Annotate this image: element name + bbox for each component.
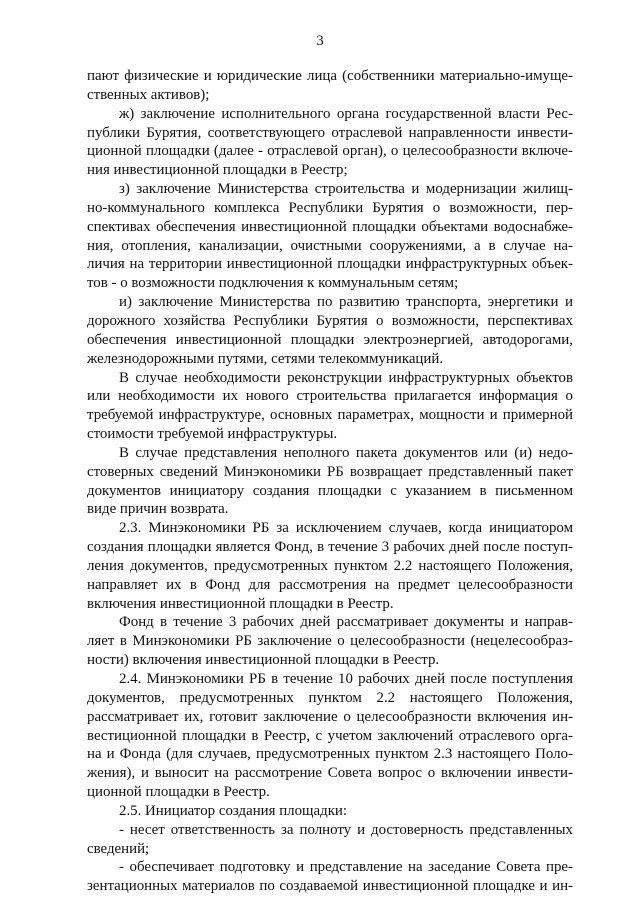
text-line: стоимости требуемой инфраструктуры.	[87, 426, 338, 443]
text-line: жения), и выносит на рассмотрение Совета вопрос о включении инвести-	[87, 765, 573, 782]
text-line: но-коммунального комплекса Республики Бурятия о возможности, пер-	[87, 199, 573, 216]
text-line: ж) заключение исполнительного органа государственной власти Рес-	[119, 105, 573, 122]
text-line: В случае представления неполного пакета документов или (и) недо-	[119, 444, 573, 461]
text-line: и) заключение Министерства по развитию транспорта, энергетики и	[119, 294, 573, 311]
text-line: - несет ответственность за полноту и достоверность представленных	[119, 821, 573, 838]
text-line: ляет в Минэкономики РБ заключение о целесообразности (нецелесообраз-	[87, 633, 573, 650]
text-line: ционной площадки в Реестр.	[87, 784, 270, 801]
text-line: пают физические и юридические лица (собственники материально-имуще-	[87, 68, 573, 84]
page-number: 3	[316, 33, 324, 49]
text-line: 2.5. Инициатор создания площадки:	[119, 802, 348, 819]
text-line: з) заключение Министерства строительства и модернизации жилищ-	[119, 181, 573, 198]
text-line: стоверных сведений Минэкономики РБ возвращает представленный пакет	[87, 463, 573, 480]
text-line: личия на территории инвестиционной площадки инфраструктурных объек-	[87, 256, 573, 273]
text-line: железнодорожными путями, сетями телекоммуникаций.	[87, 350, 444, 367]
text-line: на и Фонда (для случаев, предусмотренных пунктом 2.3 настоящего Поло-	[87, 746, 573, 763]
text-line: сведений;	[87, 840, 150, 857]
text-line: документов, предусмотренных пунктом 2.2 настоящего Положения,	[87, 689, 573, 706]
document-body	[87, 67, 573, 896]
text-line: ления документов, предусмотренных пунктом 2.2 настоящего Положения,	[87, 557, 573, 574]
text-line: В случае необходимости реконструкции инфраструктурных объектов	[119, 369, 573, 386]
text-line: ния инвестиционной площадки в Реестр;	[87, 162, 348, 179]
text-line: вестиционной площадки в Реестр, с учетом заключений отраслевого орга-	[87, 727, 573, 744]
text-line: создания площадки является Фонд, в течение 3 рабочих дней после поступ-	[87, 539, 573, 556]
text-line: требуемой инфраструктуре, основных параметрах, мощности и примерной	[87, 407, 573, 424]
text-line: направляет их в Фонд для рассмотрения на предмет целесообразности	[87, 576, 573, 593]
text-line: ционной площадки (далее - отраслевой орган), о целесообразности включе-	[87, 143, 573, 160]
text-line: тов - о возможности подключения к коммунальным сетям;	[87, 275, 459, 292]
text-line: включения инвестиционной площадки в Реестр.	[87, 595, 394, 612]
text-line: ственных активов);	[87, 86, 210, 103]
text-line: 2.3. Минэкономики РБ за исключением случаев, когда инициатором	[119, 520, 573, 537]
text-line: спективах обеспечения инвестиционной площадки объектами водоснабже-	[87, 218, 573, 235]
text-line: зентационных материалов по создаваемой инвестиционной площадке и ин-	[87, 878, 573, 895]
text-line: ности) включения инвестиционной площадки в Реестр.	[87, 652, 440, 669]
text-line: документов инициатору создания площадки с указанием в письменном	[87, 482, 573, 499]
text-line: или необходимости их нового строительства прилагается информация о	[87, 388, 573, 405]
text-line: дорожного хозяйства Республики Бурятия о возможности, перспективах	[87, 312, 573, 329]
text-line: 2.4. Минэкономики РБ в течение 10 рабочих дней после поступления	[119, 671, 573, 687]
text-line: публики Бурятия, соответствующего отраслевой направленности инвести-	[87, 124, 573, 141]
text-line: - обеспечивает подготовку и представление на заседание Совета пре-	[119, 859, 573, 876]
text-line: Фонд в течение 3 рабочих дней рассматривает документы и направ-	[119, 614, 573, 631]
text-line: рассматривает их, готовит заключение о целесообразности включения ин-	[87, 708, 573, 725]
text-line: ния, отопления, канализации, очистными сооружениями, а в случае на-	[87, 237, 573, 254]
text-line: обеспечения инвестиционной площадки электроэнергией, автодорогами,	[87, 331, 573, 348]
text-line: виде причин возврата.	[87, 501, 229, 518]
